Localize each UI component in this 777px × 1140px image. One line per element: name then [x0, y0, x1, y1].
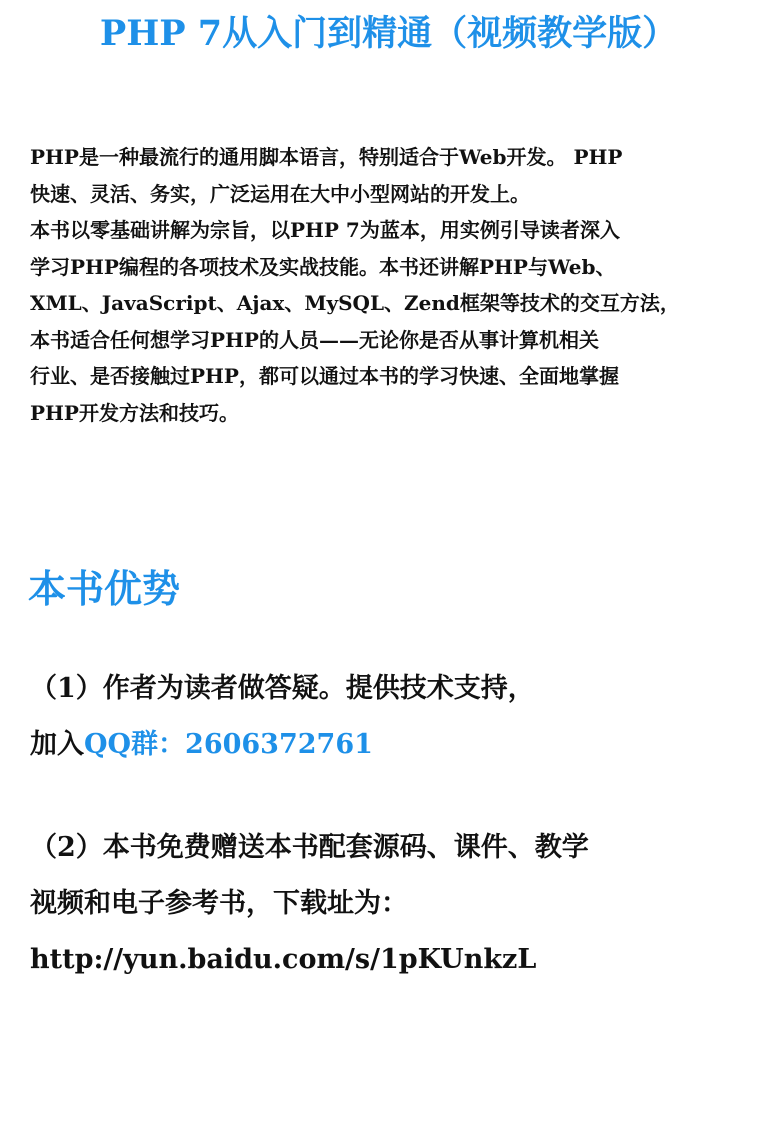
- intro-line: 行业、是否接触过PHP，都可以通过本书的学习快速、全面地掌握: [30, 364, 619, 388]
- intro-line: PHP开发方法和技巧。: [30, 400, 239, 425]
- advantage-item-support: [30, 661, 772, 773]
- intro-line: PHP是一种最流行的通用脚本语言，特别适合于Web开发。 PHP: [30, 145, 623, 169]
- intro-line: 本书以零基础讲解为宗旨，以PHP 7为蓝本，用实例引导读者深入: [30, 218, 620, 242]
- advantage-support-line: （1）作者为读者做答疑。提供技术支持，: [30, 673, 535, 704]
- intro-line: 学习PHP编程的各项技术及实战技能。本书还讲解PHP与Web、: [30, 254, 616, 279]
- intro-paragraph: [30, 139, 772, 431]
- advantage-resources-line: 视频和电子参考书，下载址为：: [30, 888, 408, 919]
- qq-group-number: QQ群：2606372761: [84, 729, 373, 760]
- intro-line: 本书适合任何想学习PHP的人员——无论你是否从事计算机相关: [30, 327, 599, 352]
- advantages-heading: 本书优势: [28, 566, 181, 611]
- book-title: PHP 7从入门到精通（视频教学版）: [99, 13, 678, 54]
- advantage-item-resources: [30, 820, 772, 988]
- advantage-resources-line: （2）本书免费赠送本书配套源码、课件、教学: [30, 832, 589, 863]
- intro-line: XML、JavaScript、Ajax、MySQL、Zend框架等技术的交互方法，: [30, 291, 680, 315]
- download-link[interactable]: http://yun.baidu.com/s/1pKUnkzL: [30, 944, 537, 975]
- advantage-qq-line: [30, 717, 772, 773]
- join-label: 加入: [30, 729, 84, 760]
- intro-line: 快速、灵活、务实，广泛运用在大中小型网站的开发上。: [30, 181, 530, 206]
